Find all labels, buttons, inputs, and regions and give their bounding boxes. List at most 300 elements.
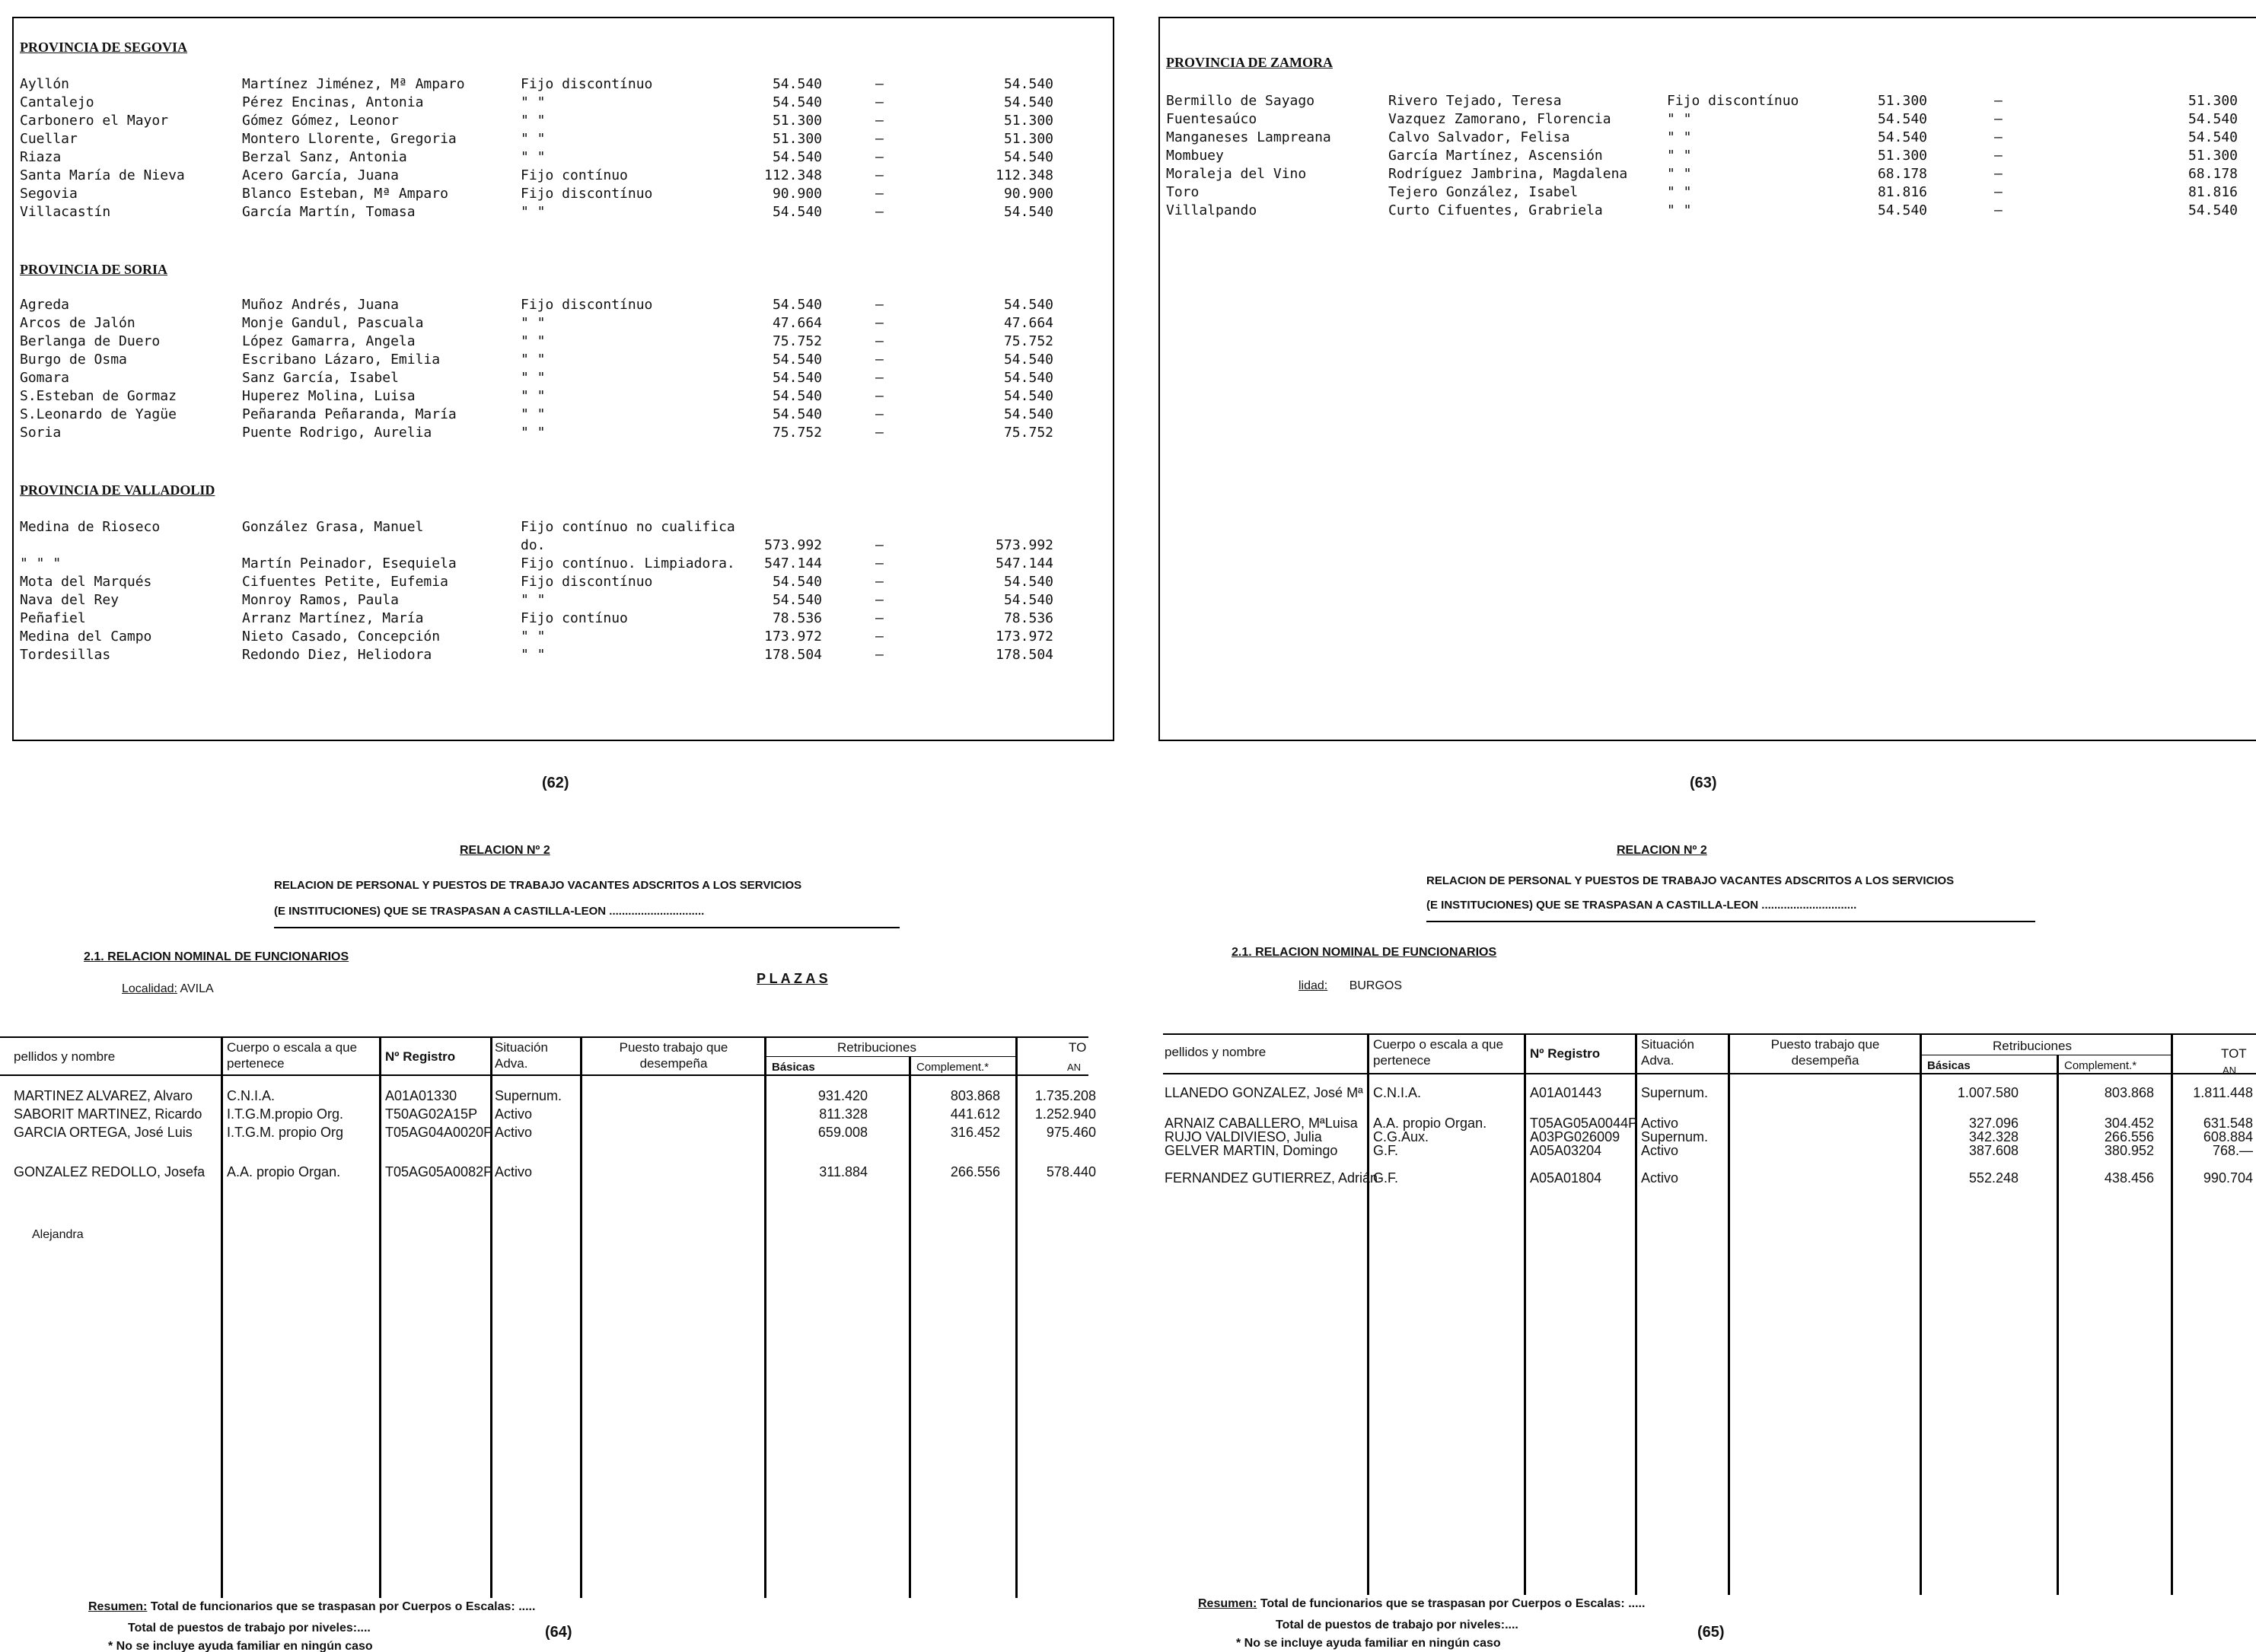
total-cell: 173.972	[996, 629, 1053, 645]
locality-cell: Moraleja del Vino	[1166, 166, 1307, 182]
name-cell: Monje Gandul, Pascuala	[242, 315, 424, 331]
table-row	[12, 406, 1111, 425]
total-cell: 47.664	[1003, 315, 1053, 331]
table-row	[1158, 166, 2256, 184]
relacion-heading-2: (E INSTITUCIONES) QUE SE TRASPASAN A CASTILLA-LEON ..............................	[274, 905, 705, 918]
table-row	[1163, 1170, 2256, 1189]
basicas-cell: 327.096	[1968, 1116, 2019, 1131]
header-registro: Nº Registro	[1530, 1046, 1601, 1061]
table-row	[1163, 1143, 2256, 1161]
locality-cell: Segovia	[20, 186, 78, 202]
total-cell: 51.300	[1003, 113, 1053, 129]
amount-cell: 51.300	[1877, 93, 1927, 109]
footnote: * No se incluye ayuda familiar en ningún caso	[1236, 1637, 1501, 1650]
amount-cell: 54.540	[772, 352, 822, 368]
total-cell: 54.540	[1003, 406, 1053, 422]
relacion-title: RELACION Nº 2	[1617, 844, 1707, 857]
table-row	[12, 94, 1111, 113]
total-cell: 631.548	[2203, 1116, 2253, 1131]
situation-cell: " "	[521, 425, 546, 441]
cuerpo-cell: I.T.G.M.propio Org.	[227, 1106, 344, 1122]
amount-cell: 54.540	[1877, 129, 1927, 145]
locality-cell: " " "	[20, 555, 62, 571]
total-cell: 1.735.208	[1034, 1088, 1096, 1103]
table-row	[0, 1106, 1111, 1125]
amount-cell: 54.540	[772, 388, 822, 404]
header-puesto: Puesto trabajo que desempeña	[1770, 1037, 1880, 1068]
dash-cell: —	[875, 555, 884, 571]
total-cell: 768.—	[2212, 1143, 2253, 1158]
situation-cell: " "	[521, 592, 546, 608]
resumen-line-1: Resumen: Total de funcionarios que se traspasan por Cuerpos o Escalas: .....	[1198, 1597, 1646, 1610]
complement-cell: 316.452	[950, 1125, 1000, 1140]
situation-cell: Fijo discontínuo	[521, 76, 653, 92]
table-row	[12, 537, 1111, 555]
locality-cell: Medina del Campo	[20, 629, 152, 645]
locality-cell: Peñafiel	[20, 610, 86, 626]
situation-cell: " "	[1667, 202, 1692, 218]
situation-cell: Fijo discontínuo	[1667, 93, 1799, 109]
situacion-cell: Activo	[495, 1106, 533, 1122]
total-cell: 51.300	[2187, 148, 2238, 164]
name-cell: Sanz García, Isabel	[242, 370, 399, 386]
situation-cell: " "	[1667, 111, 1692, 127]
name-cell: Puente Rodrigo, Aurelia	[242, 425, 432, 441]
registro-cell: T50AG02A15P	[385, 1106, 478, 1122]
total-cell: 547.144	[996, 555, 1053, 571]
locality-cell: Bermillo de Sayago	[1166, 93, 1315, 109]
dash-cell: —	[1994, 202, 2003, 218]
registro-cell: A01A01330	[385, 1088, 457, 1103]
name-cell: Pérez Encinas, Antonia	[242, 94, 424, 110]
amount-cell: 178.504	[764, 647, 822, 663]
situacion-cell: Activo	[1641, 1143, 1679, 1158]
dash-cell: —	[875, 592, 884, 608]
header-puesto: Puesto trabajo que desempeña	[619, 1040, 728, 1071]
page-number-65: (65)	[1697, 1624, 1725, 1641]
total-cell: 75.752	[1003, 333, 1053, 349]
locality-cell: Mombuey	[1166, 148, 1224, 164]
situation-cell: " "	[1667, 148, 1692, 164]
basicas-cell: 311.884	[819, 1164, 868, 1179]
amount-cell: 54.540	[1877, 202, 1927, 218]
amount-cell: 81.816	[1877, 184, 1927, 200]
nombre-cell: GELVER MARTIN, Domingo	[1165, 1143, 1338, 1158]
locality-cell: Mota del Marqués	[20, 574, 152, 590]
table-row	[1158, 184, 2256, 202]
locality-cell: Manganeses Lampreana	[1166, 129, 1331, 145]
section-title-valladolid: PROVINCIA DE VALLADOLID	[20, 482, 215, 498]
amount-cell: 51.300	[772, 113, 822, 129]
table-row	[1158, 111, 2256, 129]
complement-cell: 266.556	[2104, 1129, 2154, 1144]
total-cell: 54.540	[1003, 204, 1053, 220]
dash-cell: —	[1994, 184, 2003, 200]
header-situacion: Situación Adva.	[495, 1040, 548, 1071]
name-cell: Calvo Salvador, Felisa	[1388, 129, 1570, 145]
situacion-cell: Supernum.	[495, 1088, 562, 1103]
section-title-zamora: PROVINCIA DE ZAMORA	[1166, 55, 1334, 70]
section-heading: 2.1. RELACION NOMINAL DE FUNCIONARIOS	[1232, 946, 1497, 959]
situation-cell: " "	[521, 406, 546, 422]
section-title-segovia: PROVINCIA DE SEGOVIA	[20, 40, 188, 55]
page-65	[1163, 829, 2256, 1652]
table-row	[12, 555, 1111, 574]
table-row	[1158, 202, 2256, 221]
table-row	[12, 297, 1111, 315]
locality-cell: Santa María de Nieva	[20, 167, 185, 183]
name-cell: Huperez Molina, Luisa	[242, 388, 416, 404]
nombre-cell: FERNANDEZ GUTIERREZ, Adrián	[1165, 1170, 1378, 1186]
resumen-line-2: Total de puestos de trabajo por niveles:....	[128, 1622, 371, 1634]
row-4-continued-name: Alejandra	[32, 1228, 84, 1241]
total-cell: 90.900	[1003, 186, 1053, 202]
dash-cell: —	[875, 113, 884, 129]
dash-cell: —	[875, 388, 884, 404]
dash-cell: —	[1994, 111, 2003, 127]
situation-cell: " "	[1667, 166, 1692, 182]
situation-cell: " "	[1667, 184, 1692, 200]
cuerpo-cell: A.A. propio Organ.	[1373, 1116, 1487, 1131]
table-row	[0, 1088, 1111, 1106]
header-total-anual: AN	[1067, 1062, 1082, 1073]
total-cell: 78.536	[1003, 610, 1053, 626]
total-cell: 1.811.448	[2193, 1085, 2253, 1100]
basicas-cell: 552.248	[1968, 1170, 2019, 1186]
dash-cell: —	[875, 352, 884, 368]
amount-cell: 54.540	[772, 204, 822, 220]
table-row	[0, 1164, 1111, 1183]
registro-cell: T05AG05A0082P	[385, 1164, 493, 1179]
locality-cell: Carbonero el Mayor	[20, 113, 169, 129]
name-cell: García Martínez, Ascensión	[1388, 148, 1603, 164]
total-cell: 54.540	[1003, 297, 1053, 313]
table-row	[12, 647, 1111, 665]
table-row	[1158, 93, 2256, 111]
name-cell: González Grasa, Manuel	[242, 519, 424, 535]
locality-cell: Burgo de Osma	[20, 352, 127, 368]
total-cell: 573.992	[996, 537, 1053, 553]
cuerpo-cell: A.A. propio Organ.	[227, 1164, 341, 1179]
header-complement: Complement.*	[916, 1061, 989, 1074]
total-cell: 51.300	[1003, 131, 1053, 147]
table-row	[12, 519, 1111, 537]
table-row	[12, 315, 1111, 333]
name-cell: Rivero Tejado, Teresa	[1388, 93, 1562, 109]
name-cell: Rodríguez Jambrina, Magdalena	[1388, 166, 1628, 182]
situation-cell: " "	[521, 204, 546, 220]
header-nombre: pellidos y nombre	[14, 1049, 116, 1064]
table-row	[12, 352, 1111, 370]
registro-cell: T05AG05A0044P	[1530, 1116, 1638, 1131]
nombre-cell: MARTINEZ ALVAREZ, Alvaro	[14, 1088, 193, 1103]
total-cell: 75.752	[1003, 425, 1053, 441]
total-cell: 54.540	[1003, 149, 1053, 165]
dash-cell: —	[875, 333, 884, 349]
amount-cell: 54.540	[772, 149, 822, 165]
amount-cell: 54.540	[772, 76, 822, 92]
amount-cell: 173.972	[764, 629, 822, 645]
total-cell: 578.440	[1046, 1164, 1096, 1179]
footnote: * No se incluye ayuda familiar en ningún caso	[108, 1640, 373, 1652]
locality-cell: Tordesillas	[20, 647, 111, 663]
dash-cell: —	[875, 149, 884, 165]
header-basicas: Básicas	[772, 1061, 815, 1074]
locality-cell: S.Leonardo de Yagüe	[20, 406, 177, 422]
nombre-cell: ARNAIZ CABALLERO, MªLuisa	[1165, 1116, 1358, 1131]
header-complement: Complement.*	[2064, 1059, 2137, 1072]
cuerpo-cell: C.N.I.A.	[227, 1088, 276, 1103]
cuerpo-cell: C.G.Aux.	[1373, 1129, 1429, 1144]
cuerpo-cell: C.N.I.A.	[1373, 1085, 1422, 1100]
name-cell: Tejero González, Isabel	[1388, 184, 1579, 200]
total-cell: 68.178	[2187, 166, 2238, 182]
amount-cell: 547.144	[764, 555, 822, 571]
table-row	[12, 370, 1111, 388]
header-registro: Nº Registro	[385, 1049, 456, 1064]
locality-cell: Fuentesaúco	[1166, 111, 1257, 127]
situation-cell: Fijo discontínuo	[521, 186, 653, 202]
situation-cell: " "	[521, 149, 546, 165]
name-cell: Blanco Esteban, Mª Amparo	[242, 186, 448, 202]
situacion-cell: Activo	[495, 1125, 533, 1140]
situation-cell: " "	[521, 333, 546, 349]
section-title-soria: PROVINCIA DE SORIA	[20, 262, 168, 277]
locality-cell: Arcos de Jalón	[20, 315, 135, 331]
table-row	[12, 131, 1111, 149]
amount-cell: 54.540	[772, 574, 822, 590]
page-number-64: (64)	[545, 1624, 572, 1641]
table-row	[0, 1125, 1111, 1143]
table-row	[12, 167, 1111, 186]
total-cell: 51.300	[2187, 93, 2238, 109]
relacion-title: RELACION Nº 2	[460, 844, 550, 857]
amount-cell: 51.300	[1877, 148, 1927, 164]
name-cell: Martínez Jiménez, Mª Amparo	[242, 76, 465, 92]
situation-cell: Fijo contínuo. Limpiadora.	[521, 555, 735, 571]
name-cell: Redondo Diez, Heliodora	[242, 647, 432, 663]
total-cell: 54.540	[1003, 94, 1053, 110]
name-cell: Arranz Martínez, María	[242, 610, 424, 626]
complement-cell: 441.612	[950, 1106, 1000, 1122]
header-retribuciones: Retribuciones	[837, 1040, 916, 1055]
situation-cell: " "	[521, 370, 546, 386]
name-cell: Vazquez Zamorano, Florencia	[1388, 111, 1611, 127]
amount-cell: 75.752	[772, 425, 822, 441]
complement-cell: 266.556	[950, 1164, 1000, 1179]
basicas-cell: 931.420	[817, 1088, 868, 1103]
basicas-cell: 659.008	[817, 1125, 868, 1140]
dash-cell: —	[1994, 129, 2003, 145]
page-number-62: (62)	[542, 775, 569, 791]
section-heading: 2.1. RELACION NOMINAL DE FUNCIONARIOS	[84, 950, 349, 963]
total-cell: 975.460	[1046, 1125, 1096, 1140]
name-cell: López Gamarra, Angela	[242, 333, 416, 349]
name-cell: Gómez Gómez, Leonor	[242, 113, 399, 129]
situation-cell: Fijo contínuo	[521, 610, 628, 626]
complement-cell: 803.868	[2104, 1085, 2154, 1100]
cuerpo-cell: G.F.	[1373, 1143, 1399, 1158]
nombre-cell: GARCIA ORTEGA, José Luis	[14, 1125, 193, 1140]
amount-cell: 68.178	[1877, 166, 1927, 182]
dash-cell: —	[875, 406, 884, 422]
total-cell: 54.540	[1003, 592, 1053, 608]
amount-cell: 54.540	[772, 297, 822, 313]
name-cell: Cifuentes Petite, Eufemia	[242, 574, 448, 590]
total-cell: 54.540	[1003, 388, 1053, 404]
dash-cell: —	[875, 94, 884, 110]
situation-cell: " "	[521, 388, 546, 404]
dash-cell: —	[875, 297, 884, 313]
situation-cell: " "	[521, 131, 546, 147]
localidad: lidad: BURGOS	[1298, 979, 1403, 992]
situation-cell: " "	[521, 352, 546, 368]
amount-cell: 54.540	[772, 370, 822, 386]
locality-cell: Medina de Rioseco	[20, 519, 161, 535]
registro-cell: A01A01443	[1530, 1085, 1602, 1100]
total-cell: 112.348	[996, 167, 1053, 183]
basicas-cell: 342.328	[1968, 1129, 2019, 1144]
heading-rule	[1426, 921, 2035, 922]
name-cell: García Martín, Tomasa	[242, 204, 416, 220]
total-cell: 990.704	[2203, 1170, 2253, 1186]
page-63	[1158, 17, 2256, 738]
page-number-63: (63)	[1690, 775, 1717, 791]
situation-cell: " "	[521, 113, 546, 129]
dash-cell: —	[1994, 166, 2003, 182]
table-row	[12, 186, 1111, 204]
header-nombre: pellidos y nombre	[1165, 1045, 1267, 1059]
dash-cell: —	[875, 186, 884, 202]
dash-cell: —	[1994, 93, 2003, 109]
dash-cell: —	[875, 370, 884, 386]
relacion-heading-2: (E INSTITUCIONES) QUE SE TRASPASAN A CASTILLA-LEON ..............................	[1426, 899, 1857, 912]
total-cell: 54.540	[1003, 352, 1053, 368]
header-situacion: Situación Adva.	[1641, 1037, 1694, 1068]
table-row	[12, 610, 1111, 629]
nombre-cell: SABORIT MARTINEZ, Ricardo	[14, 1106, 202, 1122]
nombre-cell: GONZALEZ REDOLLO, Josefa	[14, 1164, 206, 1179]
locality-cell: S.Esteban de Gormaz	[20, 388, 177, 404]
table-row	[12, 113, 1111, 131]
heading-rule	[274, 927, 900, 928]
amount-cell: 78.536	[772, 610, 822, 626]
dash-cell: —	[875, 537, 884, 553]
retrib-sub-rule	[764, 1056, 1015, 1057]
situacion-cell: Supernum.	[1641, 1085, 1709, 1100]
name-cell: Curto Cifuentes, Grabriela	[1388, 202, 1603, 218]
table-row	[1158, 129, 2256, 148]
table-row	[12, 76, 1111, 94]
header-total: TO	[1069, 1040, 1087, 1055]
page-64	[0, 829, 1111, 1652]
resumen-line-2: Total de puestos de trabajo por niveles:....	[1276, 1619, 1518, 1631]
header-retribuciones: Retribuciones	[1993, 1039, 2072, 1053]
table-top-rule	[1163, 1033, 2256, 1035]
locality-cell: Villacastín	[20, 204, 111, 220]
dash-cell: —	[875, 629, 884, 645]
total-cell: 54.540	[1003, 370, 1053, 386]
total-cell: 608.884	[2203, 1129, 2253, 1144]
table-row	[12, 204, 1111, 222]
total-cell: 54.540	[1003, 76, 1053, 92]
name-cell: Muñoz Andrés, Juana	[242, 297, 399, 313]
situation-cell: " "	[521, 94, 546, 110]
table-row	[12, 388, 1111, 406]
table-row	[12, 574, 1111, 592]
amount-cell: 54.540	[1877, 111, 1927, 127]
complement-cell: 803.868	[950, 1088, 1000, 1103]
name-cell: Martín Peinador, Esequiela	[242, 555, 457, 571]
name-cell: Montero Llorente, Gregoria	[242, 131, 457, 147]
total-cell: 54.540	[2187, 202, 2238, 218]
complement-cell: 304.452	[2104, 1116, 2154, 1131]
locality-cell: Riaza	[20, 149, 62, 165]
situation-cell: " "	[521, 647, 546, 663]
registro-cell: A05A01804	[1530, 1170, 1602, 1186]
amount-cell: 75.752	[772, 333, 822, 349]
locality-cell: Agreda	[20, 297, 70, 313]
locality-cell: Gomara	[20, 370, 70, 386]
amount-cell: 573.992	[764, 537, 822, 553]
situacion-cell: Activo	[1641, 1116, 1679, 1131]
total-cell: 54.540	[1003, 574, 1053, 590]
plazas-label: P L A Z A S	[757, 971, 828, 986]
situation-cell: do.	[521, 537, 546, 553]
dash-cell: —	[875, 76, 884, 92]
name-cell: Berzal Sanz, Antonia	[242, 149, 407, 165]
locality-cell: Toro	[1166, 184, 1200, 200]
relacion-heading-1: RELACION DE PERSONAL Y PUESTOS DE TRABAJO VACANTES ADSCRITOS A LOS SERVICIOS	[1426, 874, 1955, 887]
situacion-cell: Activo	[495, 1164, 533, 1179]
header-basicas: Básicas	[1927, 1059, 1971, 1072]
dash-cell: —	[875, 610, 884, 626]
situation-cell: " "	[1667, 129, 1692, 145]
registro-cell: T05AG04A0020P	[385, 1125, 493, 1140]
locality-cell: Cantalejo	[20, 94, 94, 110]
amount-cell: 90.900	[772, 186, 822, 202]
table-row	[12, 425, 1111, 443]
amount-cell: 54.540	[772, 592, 822, 608]
situation-cell: Fijo discontínuo	[521, 574, 653, 590]
header-cuerpo: Cuerpo o escala a que pertenece	[1373, 1037, 1504, 1068]
name-cell: Acero García, Juana	[242, 167, 399, 183]
nombre-cell: RUJO VALDIVIESO, Julia	[1165, 1129, 1322, 1144]
situation-cell: " "	[521, 629, 546, 645]
locality-cell: Soria	[20, 425, 62, 441]
complement-cell: 438.456	[2104, 1170, 2154, 1186]
situation-cell: Fijo contínuo no cualifica	[521, 519, 735, 535]
table-row	[1163, 1085, 2256, 1103]
situacion-cell: Activo	[1641, 1170, 1679, 1186]
dash-cell: —	[875, 315, 884, 331]
total-cell: 178.504	[996, 647, 1053, 663]
dash-cell: —	[875, 204, 884, 220]
dash-cell: —	[875, 131, 884, 147]
relacion-heading-1: RELACION DE PERSONAL Y PUESTOS DE TRABAJO VACANTES ADSCRITOS A LOS SERVICIOS	[274, 879, 802, 892]
locality-cell: Nava del Rey	[20, 592, 119, 608]
cuerpo-cell: I.T.G.M. propio Org	[227, 1125, 344, 1140]
locality-cell: Cuellar	[20, 131, 78, 147]
page-62	[12, 17, 1111, 738]
total-cell: 1.252.940	[1034, 1106, 1096, 1122]
total-cell: 54.540	[2187, 111, 2238, 127]
table-top-rule	[0, 1036, 1088, 1038]
dash-cell: —	[1994, 148, 2003, 164]
amount-cell: 54.540	[772, 94, 822, 110]
resumen-line-1: Resumen: Total de funcionarios que se traspasan por Cuerpos o Escalas: .....	[88, 1600, 536, 1613]
dash-cell: —	[875, 574, 884, 590]
